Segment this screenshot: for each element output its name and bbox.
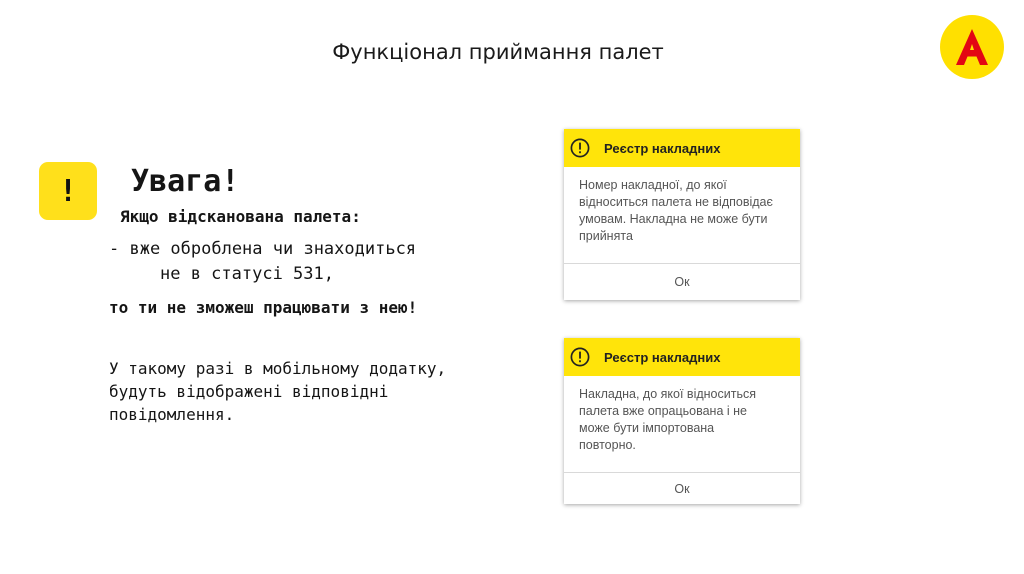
message-line: прийнята bbox=[579, 229, 633, 243]
message-line: умовам. Накладна не може бути bbox=[579, 212, 768, 226]
message-line: Номер накладної, до якої bbox=[579, 178, 727, 192]
warning-condition: Якщо відсканована палета: bbox=[120, 207, 361, 226]
dialog-invoice-mismatch bbox=[564, 129, 800, 300]
dialog-invoice-already-processed bbox=[564, 338, 800, 504]
warning-item-line-2: не в статусі 531, bbox=[160, 264, 334, 284]
message-line: Накладна, до якої відноситься bbox=[579, 387, 756, 401]
dialog-header bbox=[564, 129, 800, 167]
message-line: повторно. bbox=[579, 438, 636, 452]
message-line: палета вже опрацьована і не bbox=[579, 404, 747, 418]
exclamation-icon: ! bbox=[39, 162, 97, 220]
dialog-message bbox=[564, 376, 800, 472]
alert-circle-icon bbox=[570, 347, 590, 367]
paragraph-line: повідомлення. bbox=[109, 405, 235, 424]
dialog-title: Реєстр накладних bbox=[604, 349, 721, 365]
paragraph-line: будуть відображені відповідні bbox=[109, 382, 389, 401]
brand-logo bbox=[940, 15, 1004, 79]
dialog-message bbox=[564, 167, 800, 263]
ok-button[interactable]: Ок bbox=[674, 275, 690, 289]
paragraph-line: У такому разі в мобільному додатку, bbox=[109, 359, 447, 378]
ok-button[interactable]: Ок bbox=[674, 481, 690, 496]
warning-paragraph bbox=[109, 357, 539, 426]
dialog-title: Реєстр накладних bbox=[604, 140, 721, 156]
slide-title: Функціонал приймання палет bbox=[332, 40, 664, 64]
alert-circle-icon bbox=[570, 138, 590, 158]
message-line: відноситься палета не відповідає bbox=[579, 195, 773, 209]
brand-logo-letter-a-icon bbox=[950, 27, 994, 67]
warning-heading: Увага! bbox=[131, 164, 240, 199]
message-line: може бути імпортована bbox=[579, 421, 715, 435]
dialog-header bbox=[564, 338, 800, 376]
warning-result: то ти не зможеш працювати з нею! bbox=[109, 298, 418, 317]
warning-item-line-1: - вже оброблена чи знаходиться bbox=[109, 239, 417, 259]
